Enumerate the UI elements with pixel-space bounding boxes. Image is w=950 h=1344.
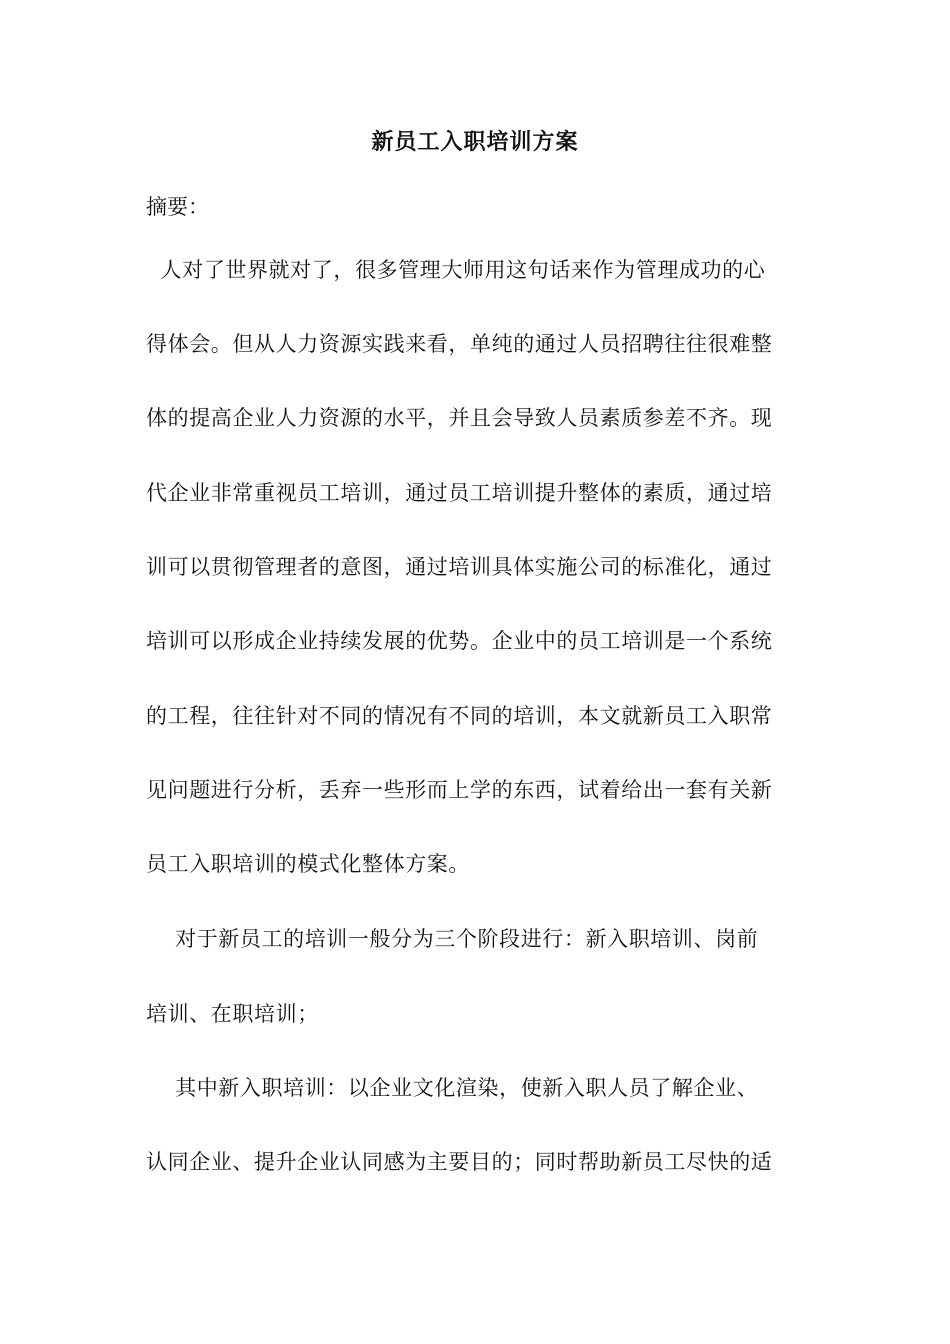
paragraph-line: 培训可以形成企业持续发展的优势。企业中的员工培训是一个系统 <box>146 629 773 653</box>
document-title: 新员工入职培训方案 <box>371 129 579 155</box>
paragraph-line: 认同企业、提升企业认同感为主要目的；同时帮助新员工尽快的适 <box>146 1150 773 1174</box>
paragraph-line: 得体会。但从人力资源实践来看，单纯的通过人员招聘往往很难整 <box>146 332 773 356</box>
paragraph-line: 员工入职培训的模式化整体方案。 <box>146 852 470 876</box>
paragraph-line: 人对了世界就对了，很多管理大师用这句话来作为管理成功的心 <box>146 258 766 282</box>
paragraph-line: 的工程，往往针对不同的情况有不同的培训，本文就新员工入职常 <box>146 704 773 728</box>
paragraph-line: 培训、在职培训； <box>146 1002 319 1026</box>
abstract-label: 摘要： <box>146 195 209 219</box>
paragraph-line: 其中新入职培训：以企业文化渲染，使新入职人员了解企业、 <box>146 1076 759 1100</box>
paragraph-line: 见问题进行分析，丢弃一些形而上学的东西，试着给出一套有关新 <box>146 778 773 802</box>
paragraph-line: 体的提高企业人力资源的水平，并且会导致人员素质参差不齐。现 <box>146 406 773 430</box>
paragraph-line: 代企业非常重视员工培训，通过员工培训提升整体的素质，通过培 <box>146 481 773 505</box>
paragraph-line: 对于新员工的培训一般分为三个阶段进行：新入职培训、岗前 <box>146 927 759 951</box>
paragraph-line: 训可以贯彻管理者的意图，通过培训具体实施公司的标准化，通过 <box>146 555 773 579</box>
